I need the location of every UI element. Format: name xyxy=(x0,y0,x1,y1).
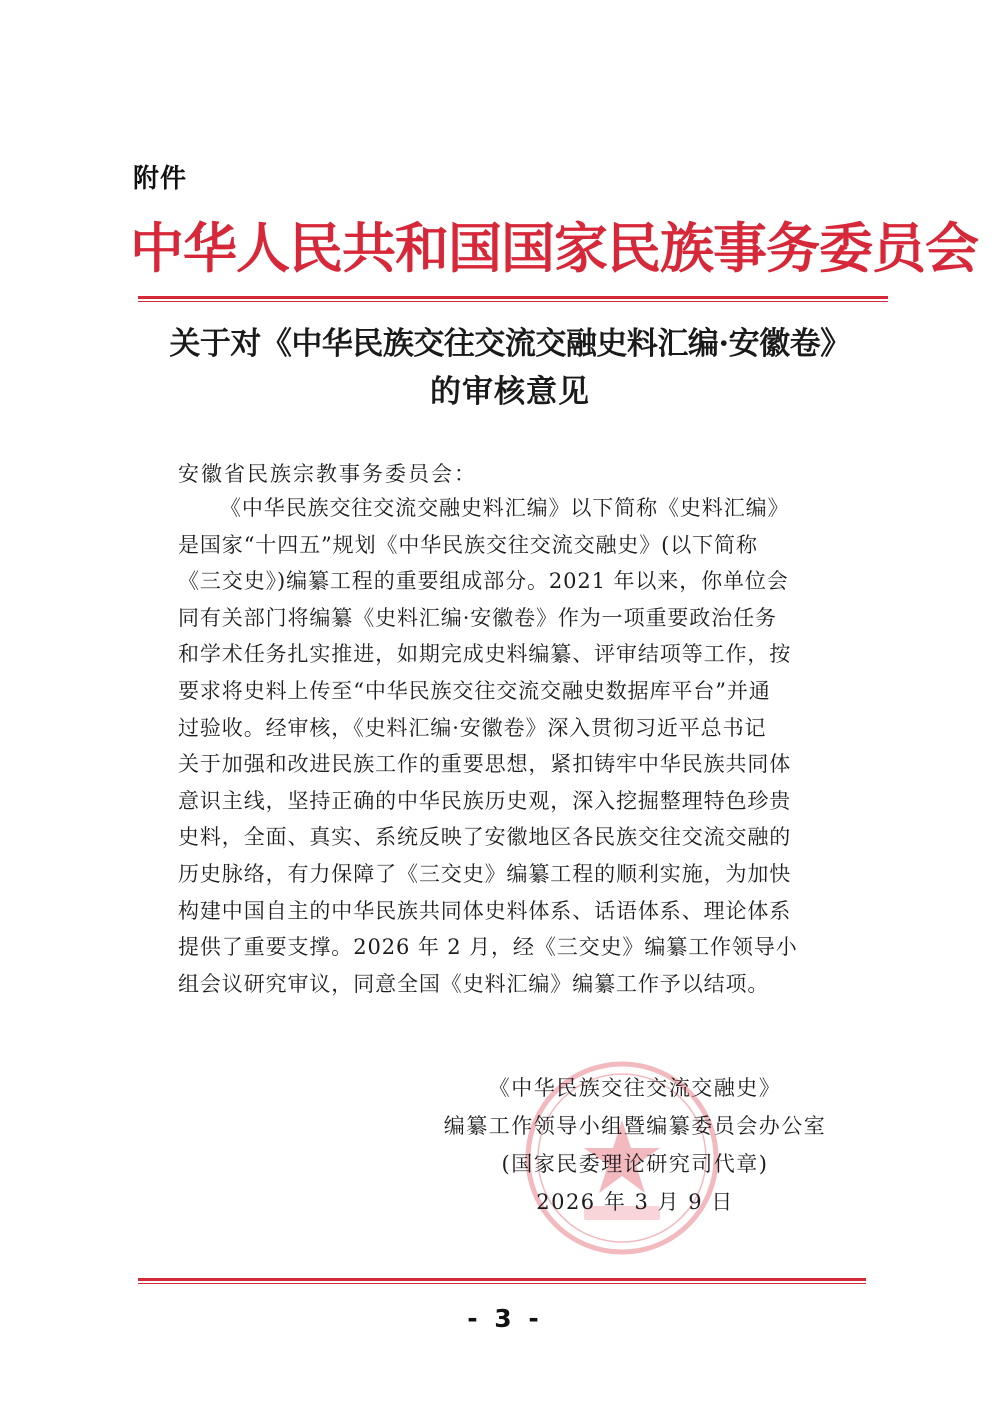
signature-line-2: 编纂工作领导小组暨编纂委员会办公室 xyxy=(443,1114,827,1138)
organization-header: 中华人民共和国国家民族事务委员会 xyxy=(130,216,978,280)
body-line: 和学术任务扎实推进，如期完成史料编纂、评审结项等工作，按 xyxy=(178,642,792,667)
body-line: 《三交史》)编纂工程的重要组成部分。2021 年以来，你单位会 xyxy=(178,569,789,594)
salutation: 安徽省民族宗教事务委员会： xyxy=(178,462,477,486)
body-line: 构建中国自主的中华民族共同体史料体系、话语体系、理论体系 xyxy=(178,898,792,923)
body-line: 历史脉络，有力保障了《三交史》编纂工程的顺利实施，为加快 xyxy=(178,861,792,886)
body-line: 要求将史料上传至“中华民族交往交流交融史数据库平台”并通 xyxy=(178,678,771,703)
body-line: 过验收。经审核，《史料汇编·安徽卷》深入贯彻习近平总书记 xyxy=(178,715,767,740)
document-title-line-2: 的审核意见 xyxy=(430,374,590,410)
header-red-rule-thick xyxy=(138,296,888,299)
body-line: 《中华民族交往交流交融史料汇编》以下简称《史料汇编》 xyxy=(220,496,790,520)
signature-line-3: (国家民委理论研究司代章) xyxy=(501,1152,769,1176)
footer-red-rule-thin xyxy=(138,1283,866,1284)
body-line: 史料，全面、真实、系统反映了安徽地区各民族交往交流交融的 xyxy=(178,825,792,850)
document-title-line-1: 关于对《中华民族交往交流交融史料汇编·安徽卷》 xyxy=(169,326,851,362)
footer-red-rule-thick xyxy=(138,1278,866,1281)
body-paragraph xyxy=(178,490,858,1002)
attachment-label: 附件 xyxy=(133,164,188,194)
body-line: 提供了重要支撑。2026 年 2 月，经《三交史》编纂工作领导小 xyxy=(178,935,798,960)
body-line: 组会议研究审议，同意全国《史料汇编》编纂工作予以结项。 xyxy=(178,971,770,996)
body-line: 关于加强和改进民族工作的重要思想，紧扣铸牢中华民族共同体 xyxy=(178,752,792,777)
signature-date: 2026 年 3 月 9 日 xyxy=(536,1190,734,1214)
body-line: 意识主线，坚持正确的中华民族历史观，深入挖掘整理特色珍贵 xyxy=(178,788,792,813)
body-line: 同有关部门将编纂《史料汇编·安徽卷》作为一项重要政治任务 xyxy=(178,605,777,630)
header-red-rule-thin xyxy=(138,301,888,302)
page-number: - 3 - xyxy=(467,1304,543,1333)
signature-line-1: 《中华民族交往交流交融史》 xyxy=(488,1076,782,1100)
body-line: 是国家“十四五”规划《中华民族交往交流交融史》(以下简称 xyxy=(178,532,758,557)
